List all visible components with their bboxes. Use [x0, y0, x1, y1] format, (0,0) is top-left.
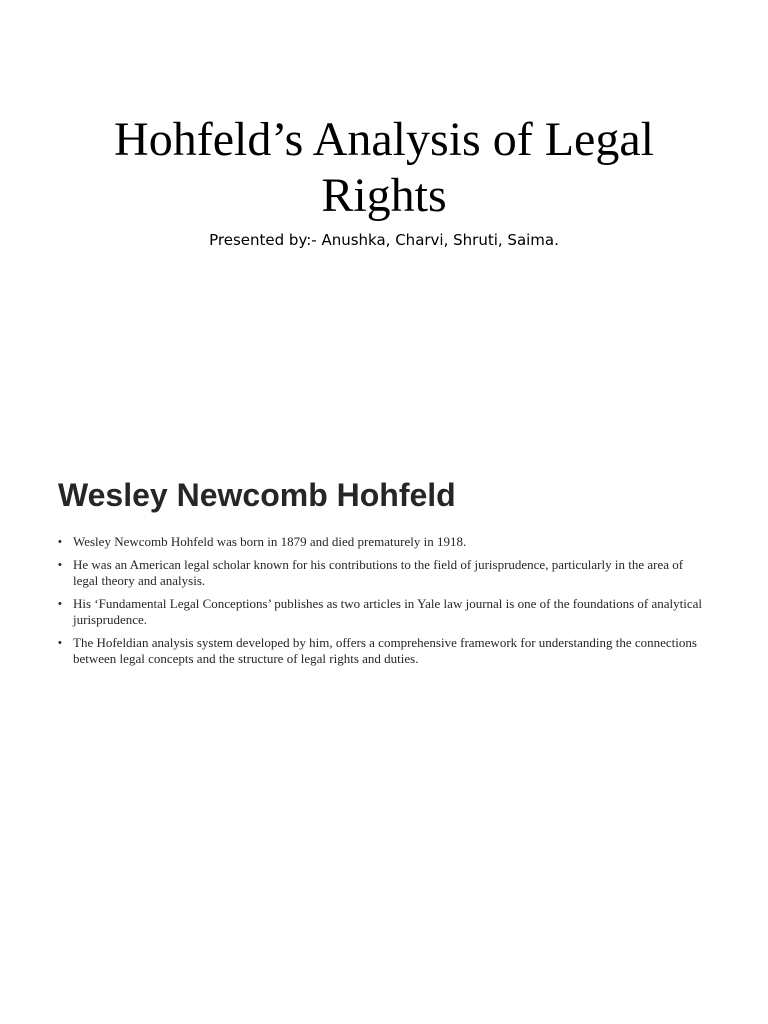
bullet-item: [58, 635, 710, 667]
bullet-item: [58, 596, 710, 628]
presentation-title: Hohfeld’s Analysis of Legal Rights: [114, 113, 654, 222]
slide-heading: Wesley Newcomb Hohfeld: [58, 477, 456, 513]
bullet-text: His ‘Fundamental Legal Conceptions’ publishes as two articles in Yale law journal is one of the foundations of analytical jurisprudence.: [73, 596, 703, 627]
bullet-list: [58, 534, 710, 674]
content-slide: [0, 432, 768, 1024]
title-slide: [0, 0, 768, 432]
bullet-icon: •: [58, 536, 62, 548]
bullet-icon: •: [58, 637, 62, 649]
bullet-icon: •: [58, 559, 62, 571]
presenters-subtitle: Presented by:- Anushka, Charvi, Shruti, Saima.: [209, 231, 559, 249]
bullet-item: [58, 534, 710, 550]
bullet-text: He was an American legal scholar known for his contributions to the field of jurisprudence, particularly in the area of legal theory and analysis.: [73, 557, 684, 588]
bullet-icon: •: [58, 598, 62, 610]
bullet-item: [58, 557, 710, 589]
bullet-text: The Hofeldian analysis system developed by him, offers a comprehensive framework for understanding the connections between legal concepts and the structure of legal rights and duties.: [73, 635, 697, 666]
bullet-text: Wesley Newcomb Hohfeld was born in 1879 and died prematurely in 1918.: [73, 534, 467, 549]
